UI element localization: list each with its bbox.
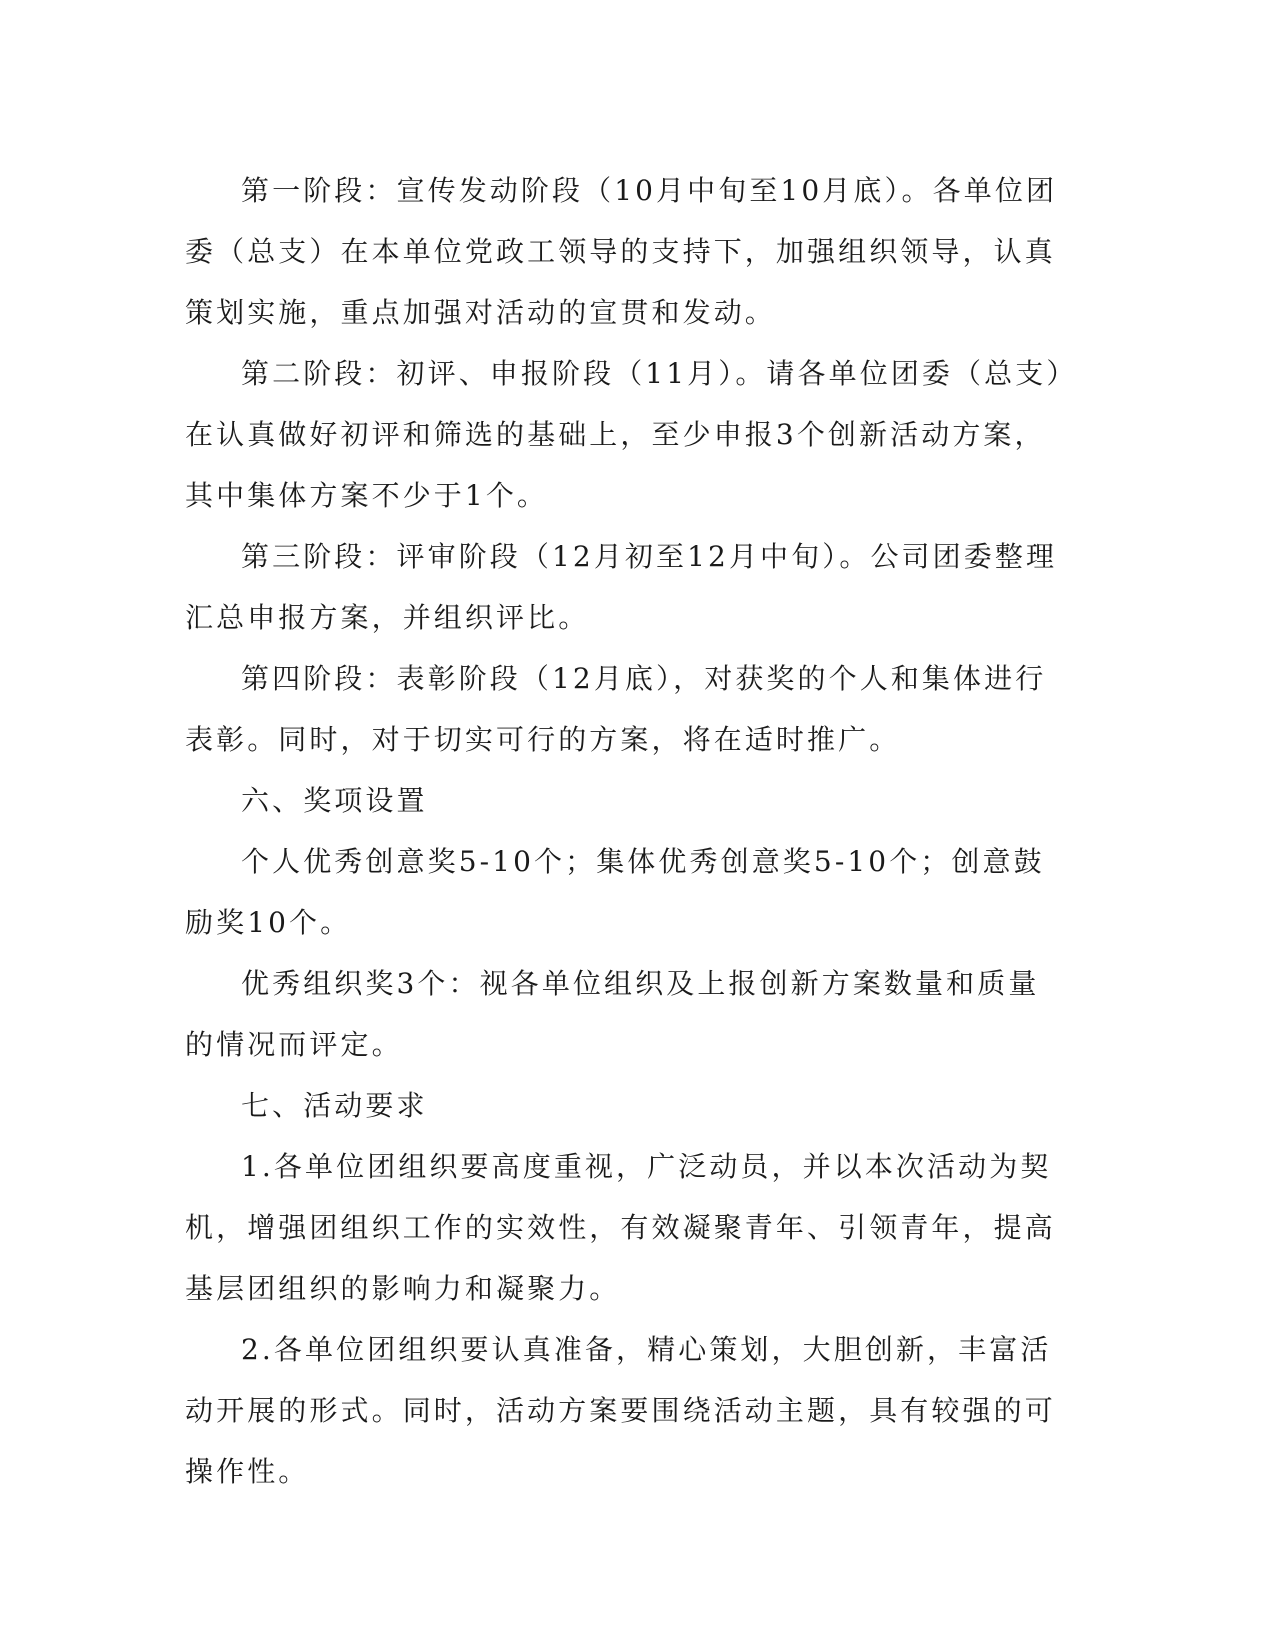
section-heading-awards: 六、奖项设置 <box>241 784 428 817</box>
section-heading-requirements: 七、活动要求 <box>241 1089 428 1122</box>
paragraph-stage-four: 第四阶段：表彰阶段（12月底），对获奖的个人和集体进行表彰。同时，对于切实可行的方案，将在适时推广。 <box>185 662 1047 756</box>
paragraph-requirement-one: 1.各单位团组织要高度重视，广泛动员，并以本次活动为契机，增强团组织工作的实效性，有效凝聚青年、引领青年，提高基层团组织的影响力和凝聚力。 <box>185 1150 1056 1305</box>
paragraph-stage-three: 第三阶段：评审阶段（12月初至12月中旬）。公司团委整理汇总申报方案，并组织评比。 <box>185 540 1058 634</box>
paragraph-stage-two: 第二阶段：初评、申报阶段（11月）。请各单位团委（总支）在认真做好初评和筛选的基础上，至少申报3个创新活动方案，其中集体方案不少于1个。 <box>185 357 1064 512</box>
paragraph-awards-list: 个人优秀创意奖5-10个；集体优秀创意奖5-10个；创意鼓励奖10个。 <box>185 845 1045 939</box>
document-body <box>185 160 1065 1502</box>
paragraph-requirement-two: 2.各单位团组织要认真准备，精心策划，大胆创新，丰富活动开展的形式。同时，活动方案要围绕活动主题，具有较强的可操作性。 <box>185 1333 1056 1488</box>
paragraph-stage-one: 第一阶段：宣传发动阶段（10月中旬至10月底）。各单位团委（总支）在本单位党政工领导的支持下，加强组织领导，认真策划实施，重点加强对活动的宣贯和发动。 <box>185 174 1058 329</box>
paragraph-organization-award: 优秀组织奖3个：视各单位组织及上报创新方案数量和质量的情况而评定。 <box>185 967 1040 1061</box>
